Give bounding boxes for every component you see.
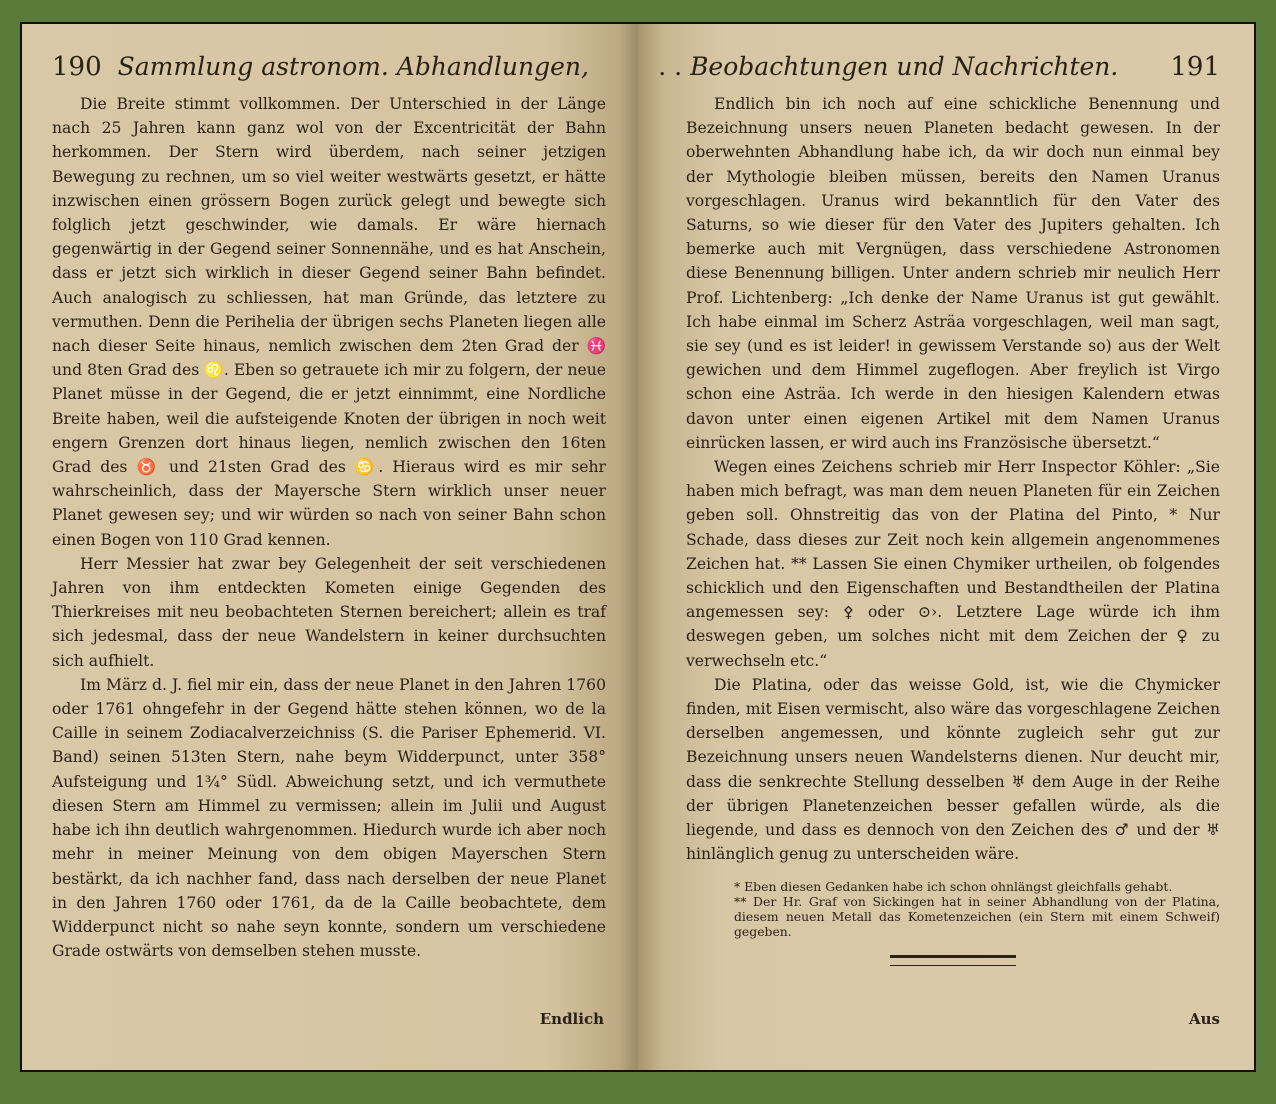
footnote: ** Der Hr. Graf von Sickingen hat in seiner Abhandlung von der Platina, diesem neuen Metall das Kometenzeichen (ein Stern mit einem Schweif) gegeben.: [734, 893, 1220, 939]
catchword-left: Endlich: [539, 1010, 604, 1028]
left-page: [22, 24, 638, 1070]
paragraph: Die Platina, oder das weisse Gold, ist, wie die Chymicker finden, mit Eisen vermischt, also wäre das vorgeschlagene Zeichen derselben angemessen, und könnte zugleich sehr gut zur Bezeichnung unsers neuen Wandelsterns dienen. Nur deucht mir, dass die senkrechte Stellung desselben ♅ dem Auge in der Reihe der übrigen Planetenzeichen besser gefallen würde, als die liegende, und dass es dennoch von den Zeichen des ♂ und der ♅ hinlänglich genug zu unterscheiden wäre.: [686, 675, 1220, 864]
running-head-left: [52, 52, 606, 92]
paragraph: Endlich bin ich noch auf eine schickliche Benennung und Bezeichnung unsers neuen Planeten bedacht gewesen. In der oberwehnten Abhandlung habe ich, da wir doch nun einmal bey der Mythologie bleiben müssen, bereits den Namen Uranus vorgeschlagen. Uranus wird bekanntlich für den Vater des Saturns, so wie dieser für den Vater des Jupiters gehalten. Ich bemerke auch mit Vergnügen, dass verschiedene Astronomen diese Benennung billigen. Unter andern schrieb mir neulich Herr Prof. Lichtenberg: „Ich denke der Name Uranus ist gut gewählt. Ich habe einmal im Scherz Asträa vorgeschlagen, weil man sagt, sie sey (und es ist leider! in gewissem Verstande so) aus der Welt gewichen und dem Himmel zugeflogen. Aber freylich ist Virgo schon eine Asträa. Ich werde in den hiesigen Kalendern etwas davon unter einen eigenen Artikel mit dem Namen Uranus einrücken lassen, er wird auch ins Französische übersetzt.“: [686, 95, 1220, 452]
footnotes: [686, 879, 1220, 939]
book-spread: [20, 22, 1256, 1072]
page-number-right: 191: [1170, 52, 1220, 82]
left-page-body: [52, 92, 606, 963]
paragraph: Herr Messier hat zwar bey Gelegenheit der seit verschiedenen Jahren von ihm entdeckten Kometen einige Gegenden des Thierkreises mit neu beobachteten Sternen bereichert; allein es traf sich jedesmal, dass der neue Wandelstern in keiner durchsuchten sich aufhielt.: [52, 554, 606, 670]
right-page-body: [686, 92, 1220, 867]
right-page: [638, 24, 1254, 1070]
section-rule: [890, 955, 1016, 966]
running-dots: . .: [658, 52, 683, 81]
paragraph: Wegen eines Zeichens schrieb mir Herr Inspector Köhler: „Sie haben mich befragt, was man dem neuen Planeten für ein Zeichen geben soll. Ohnstreitig das von der Platina del Pinto, * Nur Schade, dass dieses zur Zeit noch kein allgemein angenommenes Zeichen hat. ** Lassen Sie einen Chymiker urtheilen, ob folgendes schicklich und den Eigenschaften und Bestandtheilen der Platina angemessen sey: ⚴ oder ⊙›. Letztere Lage würde ich ihm deswegen geben, um solches nicht mit dem Zeichen der ♀ zu verwechseln etc.“: [686, 458, 1220, 670]
paragraph: Die Breite stimmt vollkommen. Der Unterschied in der Länge nach 25 Jahren kann ganz wol von der Excentricität der Bahn herkommen. Der Stern wird überdem, nach seiner jetzigen Bewegung zu rechnen, um so viel weiter westwärts gesetzt, er hätte inzwischen einen grössern Bogen zurück gelegt und bewegte sich folglich jetzt geschwinder, wie damals. Er wäre hiernach gegenwärtig in der Gegend seiner Sonnennähe, und es hat Anschein, dass er jetzt sich wirklich in dieser Gegend seiner Bahn befindet. Auch analogisch zu schliessen, hat man Gründe, das letztere zu vermuthen. Denn die Perihelia der übrigen sechs Planeten liegen alle nach dieser Seite hinaus, nemlich zwischen dem 2ten Grad der ♓ und 8ten Grad des ♌. Eben so getrauete ich mir zu folgern, der neue Planet müsse in der Gegend, die er jetzt einnimmt, eine Nordliche Breite haben, weil die aufsteigende Knoten der übrigen in noch weit engern Grenzen dort hinaus liegen, nemlich zwischen den 16ten Grad des ♉ und 21sten Grad des ♋. Hieraus wird es mir sehr wahrscheinlich, dass der Mayersche Stern wirklich unser neuer Planet gewesen sey; und wir würden so nach von seiner Bahn schon einen Bogen von 110 Grad kennen.: [52, 95, 606, 549]
paragraph: Im März d. J. fiel mir ein, dass der neue Planet in den Jahren 1760 oder 1761 ohngefehr in der Gegend hätte stehen können, wo de la Caille in seinem Zodiacalverzeichniss (S. die Pariser Ephemerid. VI. Band) seinen 513ten Stern, nahe beym Widderpunct, unter 358° Aufsteigung und 1¾° Südl. Abweichung setzt, und ich vermuthete diesen Stern am Himmel zu vermissen; allein im Julii und August habe ich ihn deutlich wahrgenommen. Hiedurch wurde ich aber noch mehr in meiner Meinung von dem obigen Mayerschen Stern bestärkt, da ich nachher fand, dass nach derselben der neue Planet in den Jahren 1760 oder 1761, da de la Caille beobachtete, dem Widderpunct nicht so nahe seyn konnte, sondern um verschiedene Grade ostwärts von demselben stehen musste.: [52, 675, 606, 961]
running-title-right: Beobachtungen und Nachrichten.: [690, 52, 1119, 81]
page-number-left: 190: [52, 52, 102, 82]
footnote: * Eben diesen Gedanken habe ich schon ohnlängst gleichfalls gehabt.: [734, 878, 1173, 894]
catchword-right: Aus: [1189, 1010, 1220, 1028]
running-title-left: Sammlung astronom. Abhandlungen,: [117, 52, 589, 81]
running-head-right: [658, 52, 1220, 92]
